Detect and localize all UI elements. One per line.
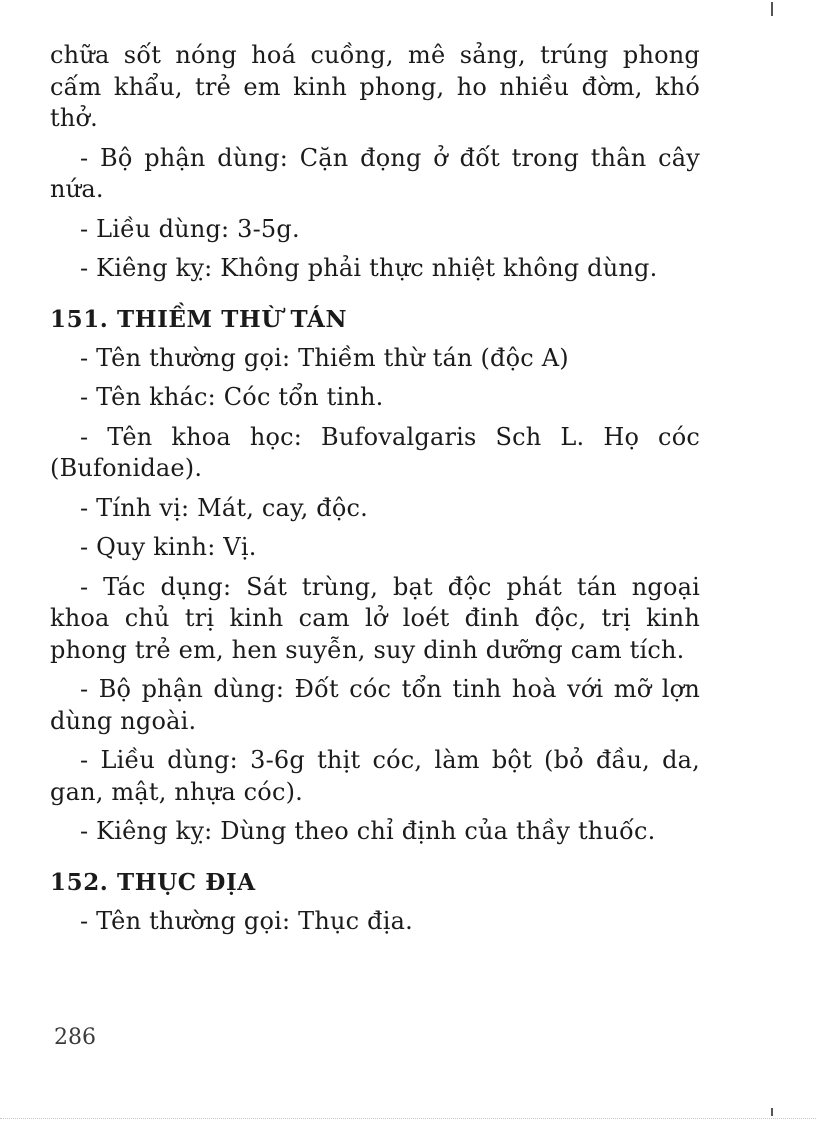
section-151-part-used: - Bộ phận dùng: Đốt cóc tổn tinh hoà với mỡ lợn dùng ngoài. xyxy=(50,675,700,735)
page-number: 286 xyxy=(54,1025,96,1050)
section-151-heading: 151. THIỀM THỪ TÁN xyxy=(50,305,348,333)
section-151-dosage: - Liều dùng: 3-6g thịt cóc, làm bột (bỏ đầu, da, gan, mật, nhựa cóc). xyxy=(50,746,700,806)
section-152-heading: 152. THỤC ĐỊA xyxy=(50,868,256,896)
intro-continuation: chữa sốt nóng hoá cuồng, mê sảng, trúng phong cấm khẩu, trẻ em kinh phong, ho nhiều đờm, khó thở. xyxy=(50,41,700,132)
scan-mark-bottom xyxy=(771,1108,773,1116)
section-151-taste: - Tính vị: Mát, cay, độc. xyxy=(80,493,368,522)
intro-item-contraindication: - Kiêng kỵ: Không phải thực nhiệt không dùng. xyxy=(80,254,658,282)
section-151-contraindication: - Kiêng kỵ: Dùng theo chỉ định của thầy thuốc. xyxy=(80,817,656,845)
section-151-meridian: - Quy kinh: Vị. xyxy=(80,533,257,561)
section-151-common-name: - Tên thường gọi: Thiềm thừ tán (độc A) xyxy=(80,343,569,372)
section-151-scientific-name: - Tên khoa học: Bufovalgaris Sch L. Họ cóc (Bufonidae). xyxy=(50,422,700,482)
scan-mark-top xyxy=(771,2,773,16)
page-body xyxy=(50,40,700,937)
section-151-other-name: - Tên khác: Cóc tổn tinh. xyxy=(80,383,384,411)
intro-item-part-used: - Bộ phận dùng: Cặn đọng ở đốt trong thân cây nứa. xyxy=(50,143,700,203)
intro-item-dosage: - Liều dùng: 3-5g. xyxy=(80,214,300,243)
section-151-effects: - Tác dụng: Sát trùng, bạt độc phát tán ngoại khoa chủ trị kinh cam lở loét đinh độc, trị kinh phong trẻ em, hen suyễn, suy dinh dưỡng cam tích. xyxy=(50,572,700,664)
scan-edge-line xyxy=(0,1118,816,1119)
section-152-common-name: - Tên thường gọi: Thục địa. xyxy=(80,906,413,935)
